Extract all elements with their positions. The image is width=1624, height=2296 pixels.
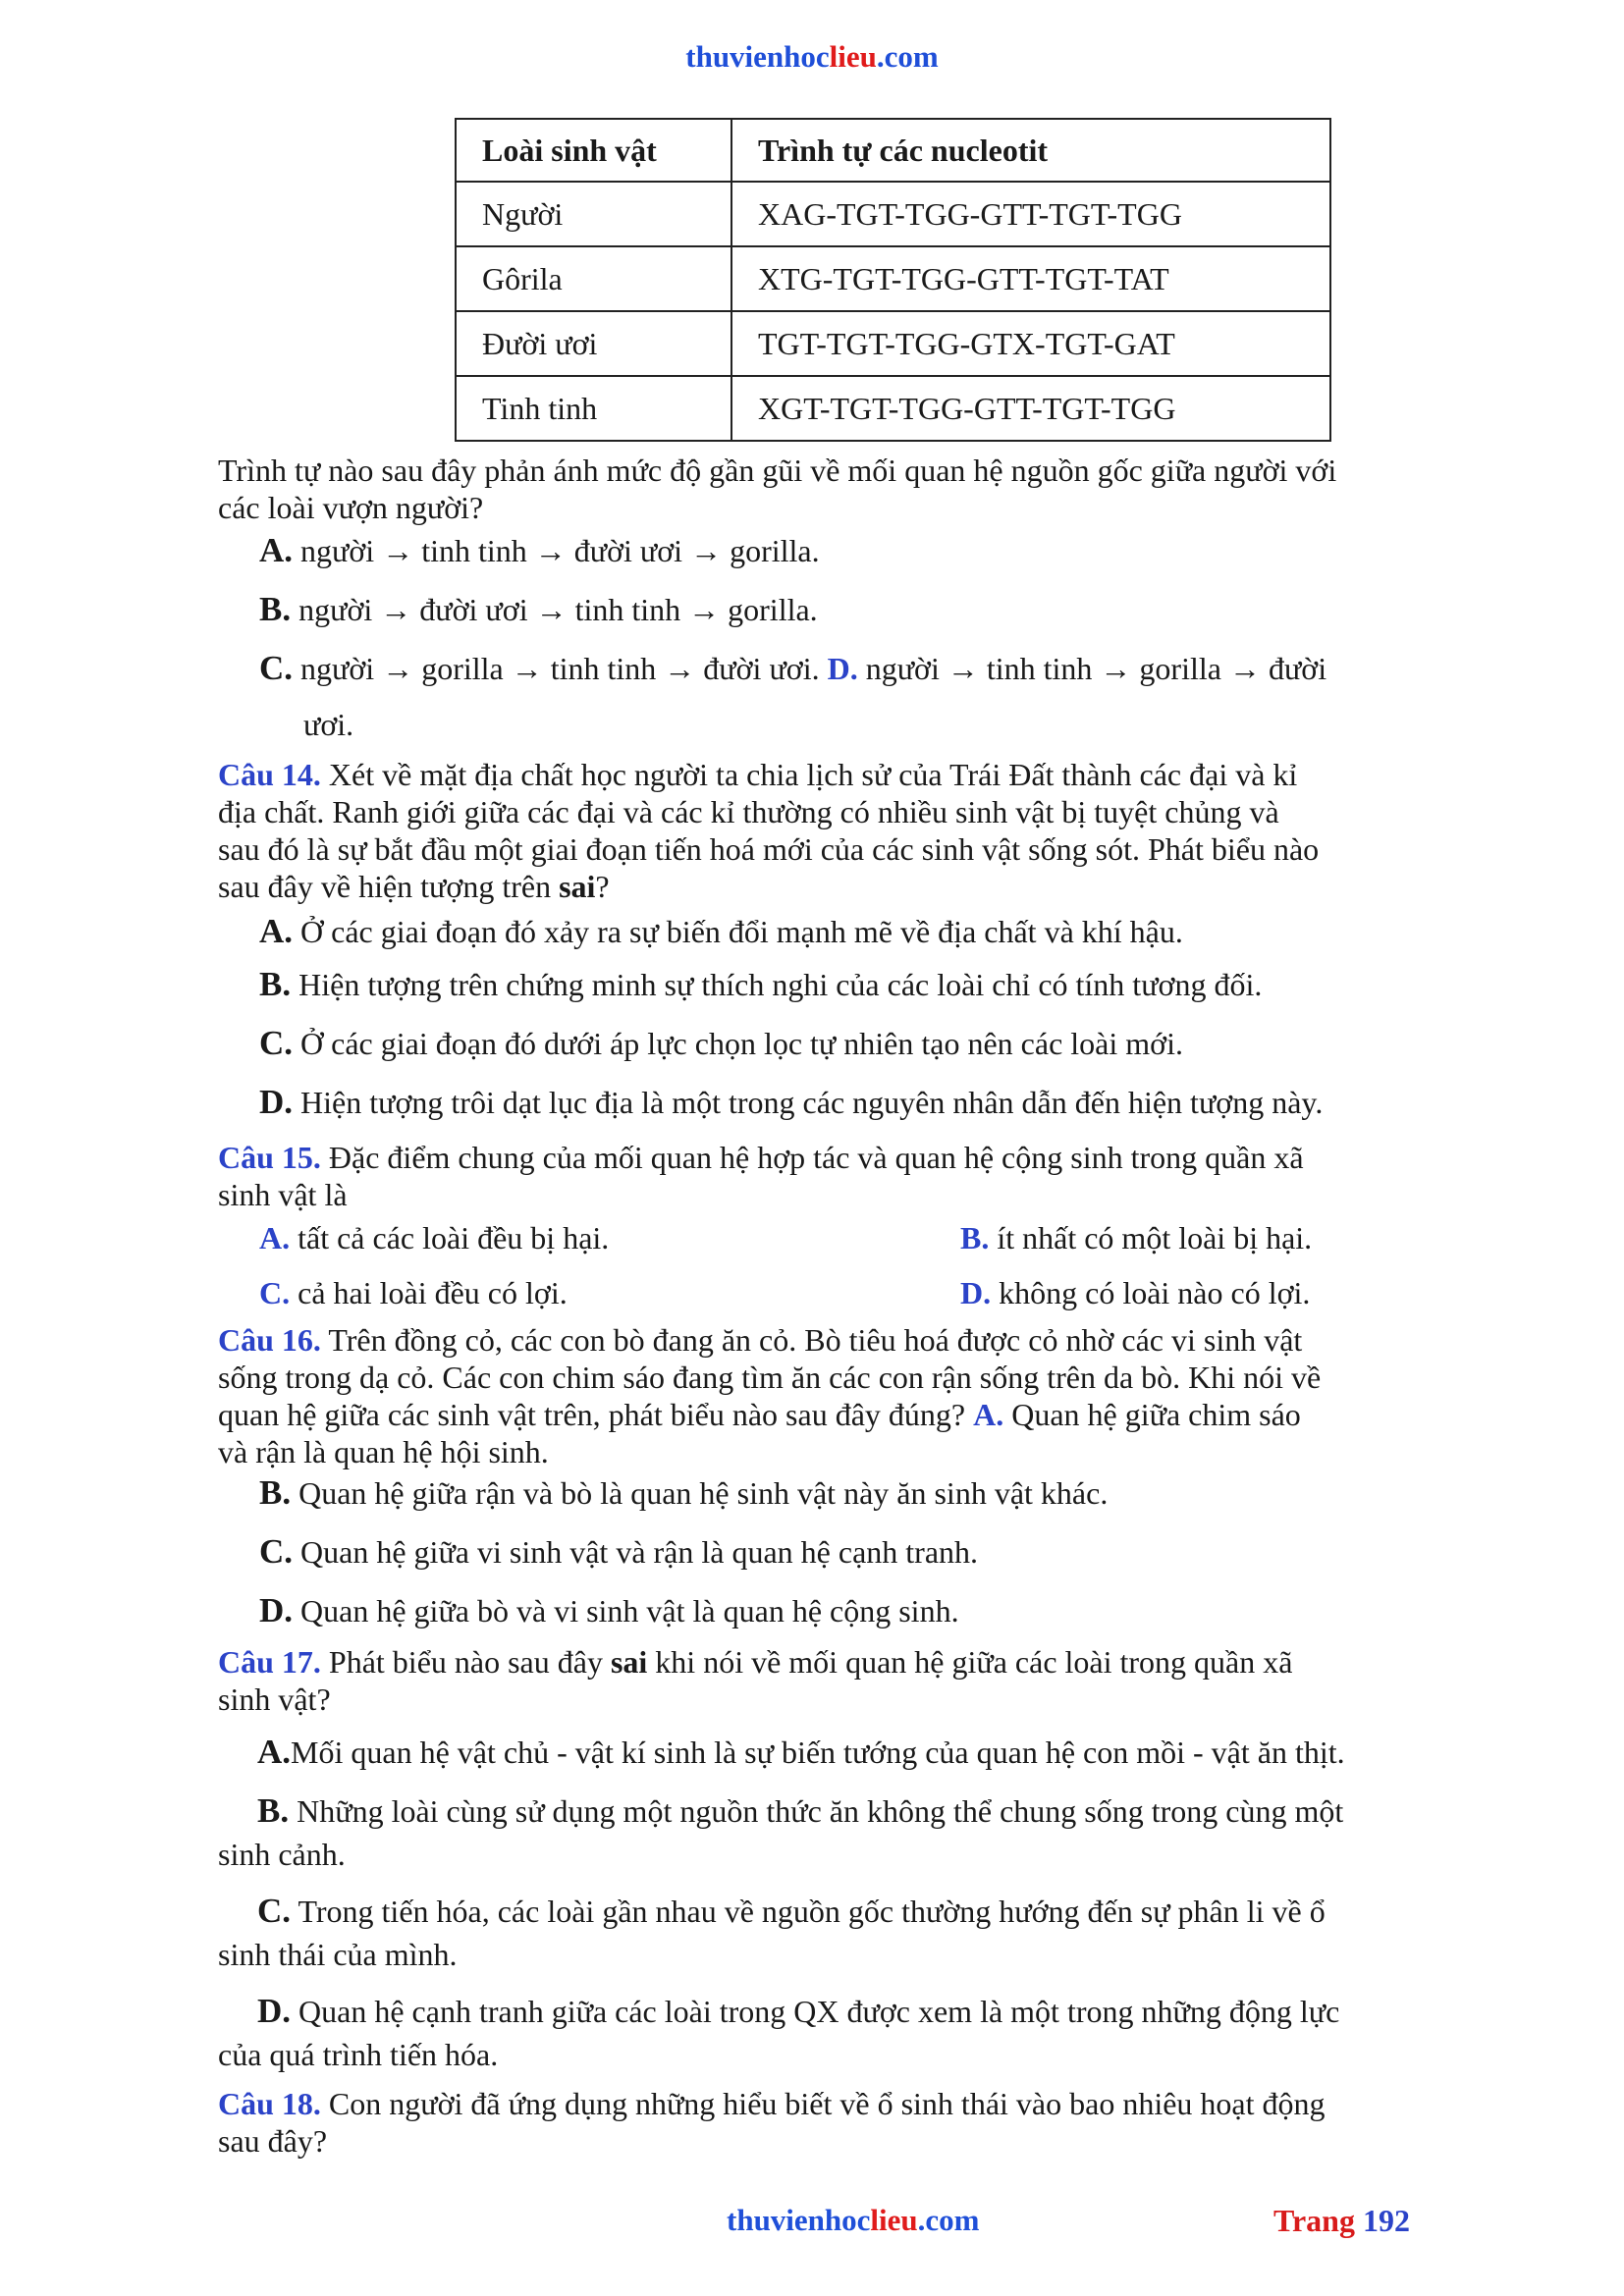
table-cell: XAG-TGT-TGG-GTT-TGT-TGG — [731, 182, 1330, 246]
q13-option-c: C. người → gorilla → tinh tinh → đười ươi. D. người → tinh tinh → gorilla → đười — [259, 649, 1327, 687]
table-cell: Đười ươi — [456, 311, 731, 376]
table-row — [456, 311, 1330, 376]
q17-option-c-cont: sinh thái của mình. — [218, 1937, 458, 1972]
q17-stem: sinh vật? — [218, 1682, 331, 1717]
table-cell: XGT-TGT-TGG-GTT-TGT-TGG — [731, 376, 1330, 441]
table-header: Loài sinh vật — [456, 119, 731, 182]
table-row — [456, 246, 1330, 311]
nucleotide-table — [455, 118, 1331, 442]
q14-option-a: A. Ở các giai đoạn đó xảy ra sự biến đổi mạnh mẽ về địa chất và khí hậu. — [259, 912, 1183, 950]
page-number: Trang 192 — [1273, 2203, 1410, 2238]
q16-option-d: D. Quan hệ giữa bò và vi sinh vật là quan hệ cộng sinh. — [259, 1591, 959, 1629]
q14-stem: sau đó là sự bắt đầu một giai đoạn tiến hoá mới của các sinh vật sống sót. Phát biểu nào — [218, 831, 1320, 867]
q13-option-a: A. người → tinh tinh → đười ươi → gorilla. — [259, 531, 820, 569]
q16-stem: quan hệ giữa các sinh vật trên, phát biểu nào sau đây đúng? A. Quan hệ giữa chim sáo — [218, 1397, 1301, 1432]
table-cell: Gôrila — [456, 246, 731, 311]
q16-stem: sống trong dạ cỏ. Các con chim sáo đang tìm ăn các con rận sống trên da bò. Khi nói về — [218, 1360, 1322, 1395]
q13-stem: Trình tự nào sau đây phản ánh mức độ gần gũi về mối quan hệ nguồn gốc giữa người với — [218, 453, 1337, 488]
table-cell: XTG-TGT-TGG-GTT-TGT-TAT — [731, 246, 1330, 311]
q13-stem: các loài vượn người? — [218, 490, 484, 525]
table-row — [456, 376, 1330, 441]
q17-option-c: C. Trong tiến hóa, các loài gần nhau về nguồn gốc thường hướng đến sự phân li về ổ — [257, 1892, 1326, 1930]
table-header: Trình tự các nucleotit — [731, 119, 1330, 182]
q16-option-b: B. Quan hệ giữa rận và bò là quan hệ sinh vật này ăn sinh vật khác. — [259, 1473, 1109, 1512]
q17-option-d-cont: của quá trình tiến hóa. — [218, 2037, 499, 2072]
q15-stem: Câu 15. Đặc điểm chung của mối quan hệ hợp tác và quan hệ cộng sinh trong quần xã — [218, 1140, 1304, 1175]
q15-option-a: A. tất cả các loài đều bị hại. — [259, 1220, 610, 1255]
q14-option-d: D. Hiện tượng trôi dạt lục địa là một trong các nguyên nhân dẫn đến hiện tượng này. — [259, 1083, 1324, 1121]
table-cell: Tinh tinh — [456, 376, 731, 441]
q14-stem: sau đây về hiện tượng trên sai? — [218, 869, 610, 904]
q14-stem: Câu 14. Xét về mặt địa chất học người ta chia lịch sử của Trái Đất thành các đại và kỉ — [218, 757, 1298, 792]
q17-option-d: D. Quan hệ cạnh tranh giữa các loài trong QX được xem là một trong những động lực — [257, 1992, 1340, 2030]
q16-stem: Câu 16. Trên đồng cỏ, các con bò đang ăn cỏ. Bò tiêu hoá được cỏ nhờ các vi sinh vật — [218, 1322, 1303, 1358]
q14-option-c: C. Ở các giai đoạn đó dưới áp lực chọn lọc tự nhiên tạo nên các loài mới. — [259, 1024, 1183, 1062]
table-row — [456, 182, 1330, 246]
table-header-row — [456, 119, 1330, 182]
q14-option-b: B. Hiện tượng trên chứng minh sự thích nghi của các loài chỉ có tính tương đối. — [259, 965, 1263, 1003]
q18-stem: sau đây? — [218, 2123, 328, 2159]
table-cell: Người — [456, 182, 731, 246]
q17-option-a: A.Mối quan hệ vật chủ - vật kí sinh là sự biến tướng của quan hệ con mồi - vật ăn thịt. — [257, 1733, 1345, 1771]
footer-site: thuvienhoclieu.com — [727, 2203, 980, 2237]
q16-option-a-cont: và rận là quan hệ hội sinh. — [218, 1434, 549, 1469]
q17-option-b-cont: sinh cảnh. — [218, 1837, 346, 1872]
q15-option-d: D. không có loài nào có lợi. — [960, 1275, 1311, 1310]
q18-stem: Câu 18. Con người đã ứng dụng những hiểu biết về ổ sinh thái vào bao nhiêu hoạt động — [218, 2086, 1326, 2121]
q13-option-d-cont: ươi. — [303, 707, 354, 742]
q14-stem: địa chất. Ranh giới giữa các đại và các kỉ thường có nhiều sinh vật bị tuyệt chủng và — [218, 794, 1279, 829]
q15-stem: sinh vật là — [218, 1177, 348, 1212]
q15-option-b: B. ít nhất có một loài bị hại. — [960, 1220, 1313, 1255]
q13-option-b: B. người → đười ươi → tinh tinh → gorilla. — [259, 590, 818, 628]
q17-stem: Câu 17. Phát biểu nào sau đây sai khi nói về mối quan hệ giữa các loài trong quần xã — [218, 1644, 1293, 1680]
header-site: thuvienhoclieu.com — [685, 39, 939, 74]
q17-option-b: B. Những loài cùng sử dụng một nguồn thức ăn không thể chung sống trong cùng một — [257, 1791, 1344, 1830]
table-cell: TGT-TGT-TGG-GTX-TGT-GAT — [731, 311, 1330, 376]
q15-option-c: C. cả hai loài đều có lợi. — [259, 1275, 568, 1310]
q16-option-c: C. Quan hệ giữa vi sinh vật và rận là quan hệ cạnh tranh. — [259, 1532, 979, 1571]
